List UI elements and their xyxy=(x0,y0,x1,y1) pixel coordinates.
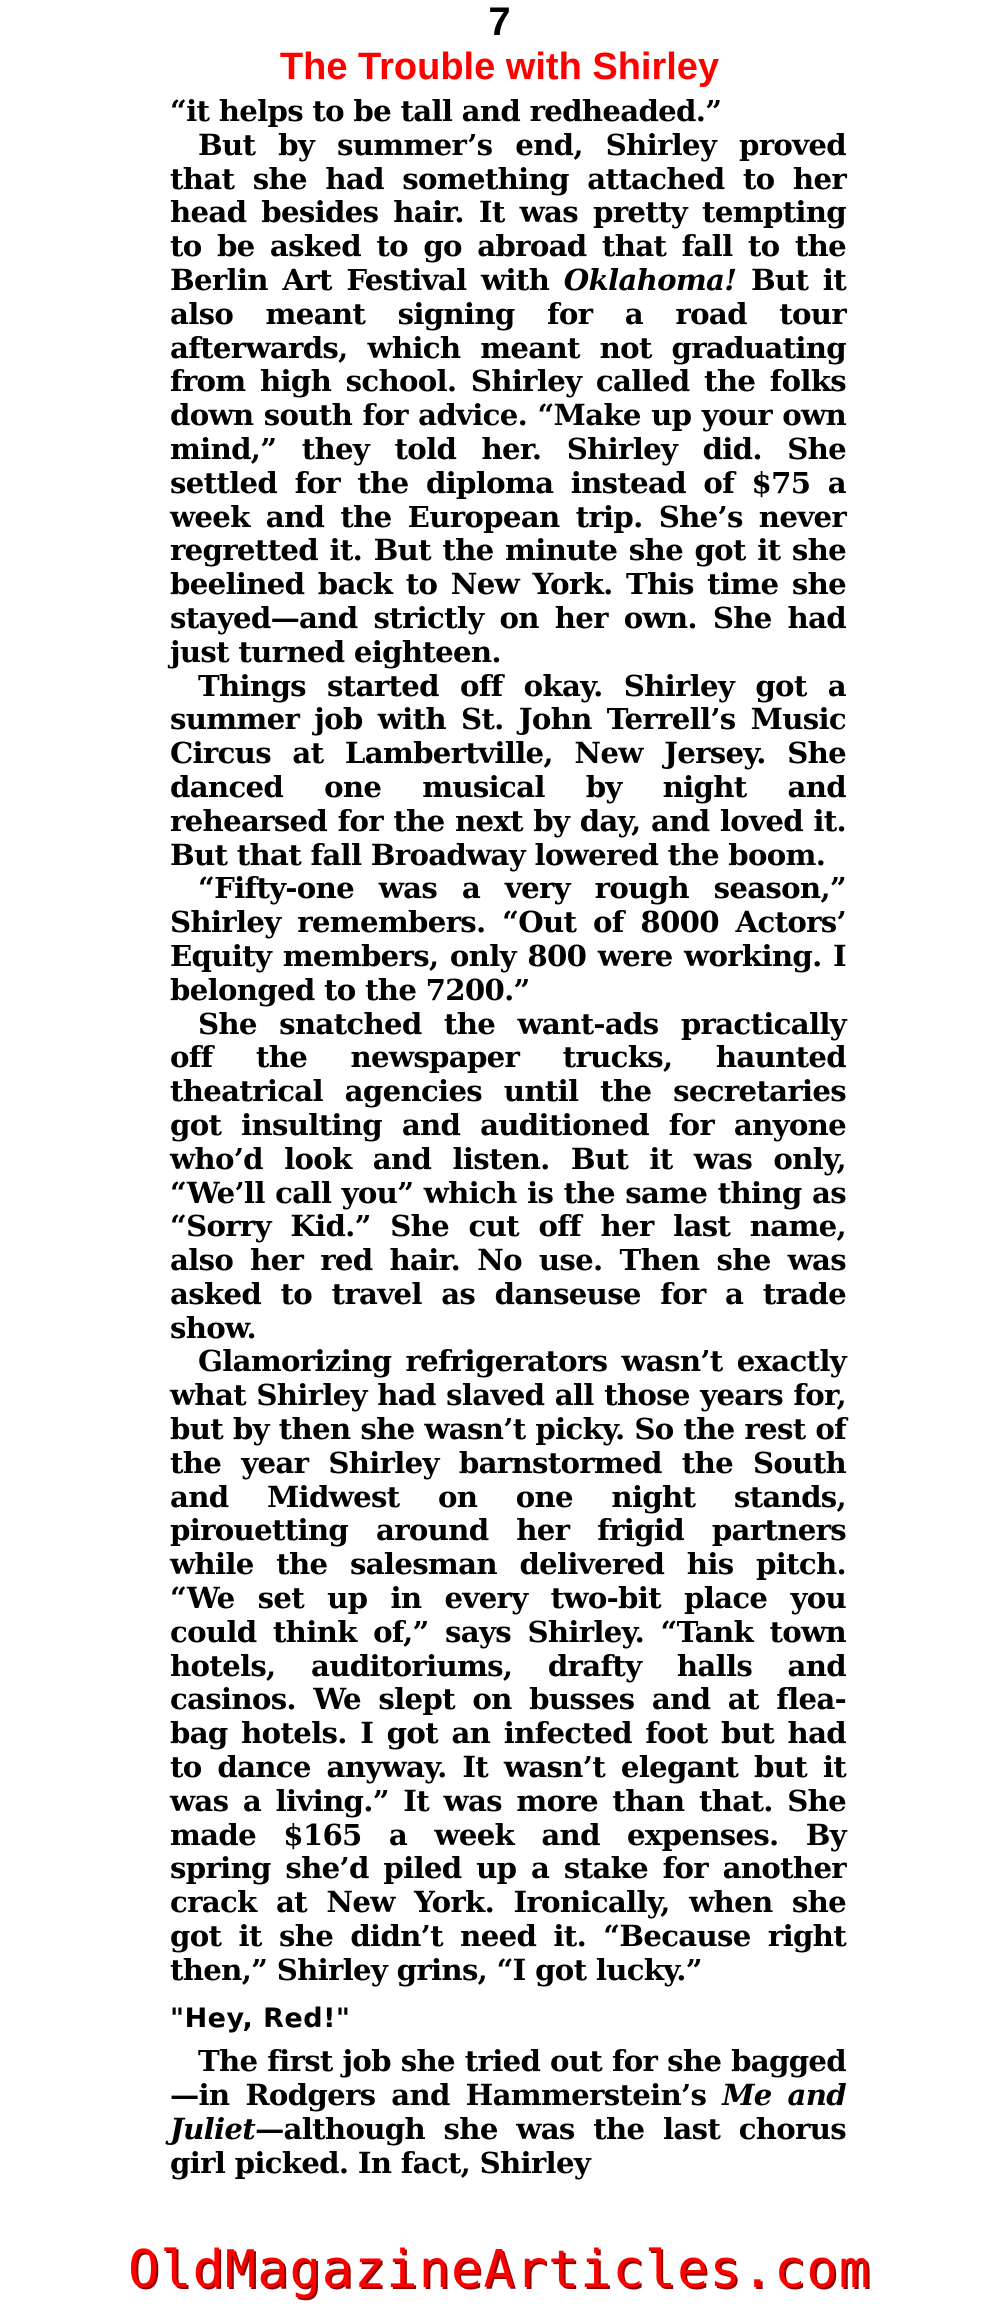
paragraph-text: The first job she tried out for she bagged—in Rodgers and Hammerstein’s xyxy=(170,2044,846,2113)
show-title-me-and-juliet: Me and Juliet xyxy=(170,2078,846,2147)
site-watermark: OldMagazineArticles.com xyxy=(127,2240,872,2300)
article-paragraph: “it helps to be tall and redheaded.” xyxy=(170,94,722,128)
article-paragraph xyxy=(170,129,846,670)
article-column xyxy=(170,95,846,2181)
page-number: 7 xyxy=(488,0,511,44)
paragraph-text: But by summer’s end, Shirley proved that she had something attached to her head besides hair. It was pretty tempting to be asked to go abroad that fall to the Berlin Art Festival with xyxy=(170,127,846,297)
article-paragraph xyxy=(170,2045,846,2180)
article-paragraph: Glamorizing refrigerators wasn’t exactly what Shirley had slaved all those years for, but by then she wasn’t picky. So the rest of the year Shirley barnstormed the South and Midwest on one night stands, pirouetting around her frigid partners while the salesman delivered his pitch. “We set up in every two-bit place you could think of,” says Shirley. “Tank town hotels, auditoriums, drafty halls and casinos. We slept on busses and at flea-bag hotels. I got an infected foot but had to dance anyway. It wasn’t elegant but it was a living.” It was more than that. She made $165 a week and expenses. By spring she’d piled up a stake for another crack at New York. Ironically, when she got it she didn’t need it. “Because right then,” Shirley grins, “I got lucky.” xyxy=(170,1344,846,1987)
show-title-oklahoma: Oklahoma! xyxy=(563,262,737,297)
paragraph-text: —although she was the last chorus girl picked. In fact, Shirley xyxy=(170,2112,846,2180)
article-paragraph: She snatched the want-ads practically off the newspaper trucks, haunted theatrical agencies until the secretaries got insulting and auditioned for anyone who’d look and listen. But it was only, “We’ll call you” which is the same thing as “Sorry Kid.” She cut off her last name, also her red hair. No use. Then she was asked to travel as danseuse for a trade show. xyxy=(170,1006,846,1345)
section-subhead: "Hey, Red!" xyxy=(170,2002,351,2034)
article-paragraph: Things started off okay. Shirley got a summer job with St. John Terrell’s Music Circus at Lambertville, New Jersey. She danced one musical by night and rehearsed for the next by day, and loved it. But that fall Broadway lowered the boom. xyxy=(170,668,846,872)
paragraph-text: But it also meant signing for a road tour afterwards, which meant not graduating from high school. Shirley called the folks down south for advice. “Make up your own mind,” they told her. Shirley did. She settled for the diploma instead of $75 a week and the European trip. She’s never regretted it. But the minute she got it she beelined back to New York. This time she stayed—and strictly on her own. She had just turned eighteen. xyxy=(170,262,846,669)
article-paragraph: “Fifty-one was a very rough season,” Shirley remembers. “Out of 8000 Actors’ Equity members, only 800 were working. I belonged to the 7200.” xyxy=(170,871,846,1007)
article-headline: The Trouble with Shirley xyxy=(279,46,720,88)
